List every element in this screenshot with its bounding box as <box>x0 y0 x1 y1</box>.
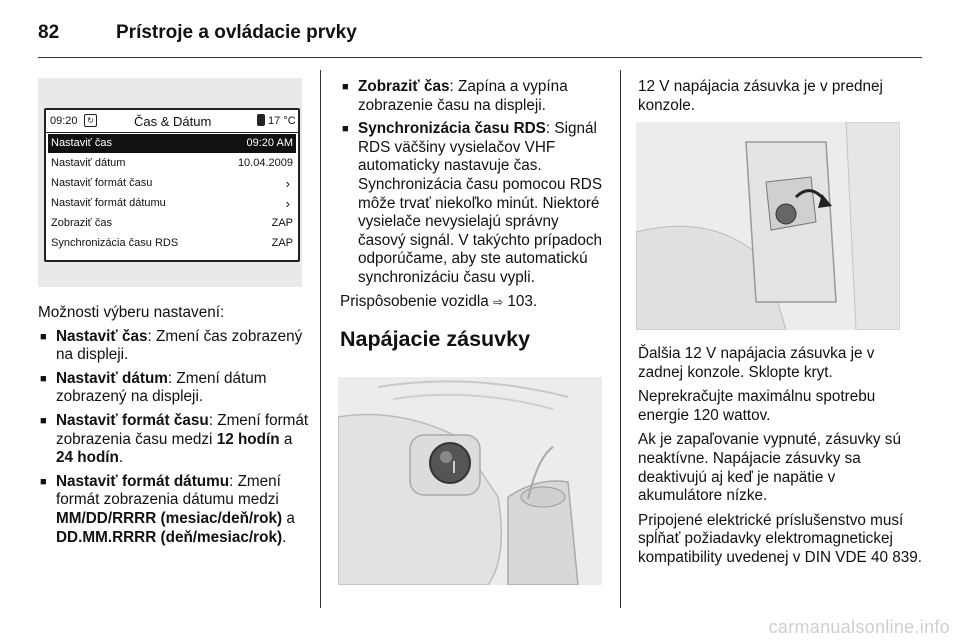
settings-intro: Možnosti výberu nastavení: <box>38 304 225 321</box>
list-item: ■ Zobraziť čas: Zapína a vypína zobrazenie času na displeji. <box>340 78 608 115</box>
list-item: ■ Synchronizácia času RDS: Signál RDS väčšiny vysielačov VHF automaticky nastavuje čas. Synchronizácia času pomocou RDS môže trvať niekoľko minút. Niektoré vysielače nevysielajú správny časový signál. V takýchto prípadoch odporúčame, aby ste automatickú synchronizáciu času vypli. <box>340 120 608 287</box>
column-divider-2 <box>620 70 621 608</box>
paragraph: 12 V napájacia zásuvka je v prednej konzole. <box>638 78 883 114</box>
paragraph: Ďalšia 12 V napájacia zásuvka je v zadnej konzole. Sklopte kryt. <box>638 345 875 381</box>
column-divider-1 <box>320 70 321 608</box>
list-item: ■ Nastaviť formát dátumu: Zmení formát zobrazenia dátumu medzi MM/DD/RRRR (mesiac/deň/rok) a DD.MM.RRRR (deň/mesiac/rok). <box>38 473 310 547</box>
front-console-illustration <box>338 377 602 585</box>
settings-list-cont <box>340 78 608 288</box>
display-row-value: 10.04.2009 <box>237 157 293 169</box>
rear-socket-photo <box>636 122 900 330</box>
display-row-label: Synchronizácia času RDS <box>51 237 179 249</box>
list-item: ■ Nastaviť formát času: Zmení formát zobrazenia času medzi 12 hodín a 24 hodín. <box>38 412 310 468</box>
display-row-label: Nastaviť dátum <box>51 157 126 169</box>
settings-list <box>38 328 310 548</box>
display-row-label: Zobraziť čas <box>51 217 112 229</box>
section-heading: Napájacie zásuvky <box>340 327 531 352</box>
column-3-text <box>638 345 922 568</box>
display-row-label: Nastaviť formát dátumu <box>51 197 166 209</box>
display-menu-row[interactable] <box>48 214 296 233</box>
chevron-right-icon: › <box>285 196 290 211</box>
display-menu-row[interactable] <box>48 234 296 253</box>
page-reference-icon: ⇨ <box>493 294 504 309</box>
info-display <box>44 108 300 262</box>
clock-sync-icon: ↻ <box>84 114 97 127</box>
paragraph: Ak je zapaľovanie vypnuté, zásuvky sú neaktívne. Napájacie zásuvky sa deaktivujú aj keď je napätie v akumulátore nízke. <box>638 431 901 505</box>
paragraph: Neprekračujte maximálnu spotrebu energie 120 wattov. <box>638 388 876 424</box>
rear-console-illustration <box>636 122 900 330</box>
watermark: carmanualsonline.info <box>768 617 950 637</box>
display-menu-row[interactable] <box>48 194 296 213</box>
thermometer-icon <box>257 114 265 126</box>
column-2-text <box>340 78 608 352</box>
display-row-value: ZAP <box>271 237 293 249</box>
display-row-label: Nastaviť formát času <box>51 177 153 189</box>
display-clock: 09:20 <box>50 115 78 127</box>
display-temperature: 17 °C <box>268 115 296 127</box>
header-rule <box>38 57 922 58</box>
display-figure <box>38 78 302 287</box>
chevron-right-icon: › <box>285 176 290 191</box>
display-row-value: ZAP <box>271 217 293 229</box>
front-socket-photo <box>338 377 602 585</box>
column-3-intro <box>638 78 922 115</box>
paragraph: Pripojené elektrické príslušenstvo musí spĺňať požiadavky elektromagnetickej kompatibility uvedenej v DIN VDE 40 839. <box>638 511 922 566</box>
list-item: ■ Nastaviť čas: Zmení čas zobrazený na displeji. <box>38 328 310 365</box>
display-status-bar <box>46 110 298 133</box>
display-title: Čas & Dátum <box>134 114 212 129</box>
display-row-value: 09:20 AM <box>246 137 293 149</box>
page-title: Prístroje a ovládacie prvky <box>116 22 357 43</box>
display-menu-row[interactable] <box>48 154 296 173</box>
display-menu-row[interactable] <box>48 174 296 193</box>
display-menu-row[interactable] <box>48 134 296 153</box>
list-item: ■ Nastaviť dátum: Zmení dátum zobrazený na displeji. <box>38 370 310 407</box>
display-row-label: Nastaviť čas <box>51 137 112 149</box>
page-number: 82 <box>38 22 60 43</box>
cross-reference[interactable]: Prispôsobenie vozidla ⇨ 103. <box>340 292 538 310</box>
column-1-text <box>38 304 310 552</box>
